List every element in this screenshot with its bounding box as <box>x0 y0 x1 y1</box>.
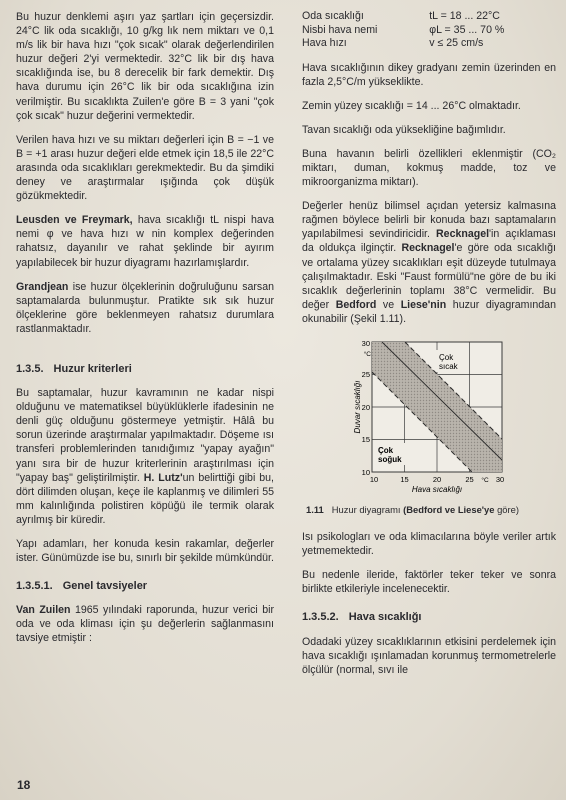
paragraph: Buna havanın belirli özellikleri eklenmiştir (CO₂ miktarı, duman, kokmuş madde, toz ve mikroorganizma miktarı). <box>302 147 556 189</box>
hot-label: sıcak <box>439 362 458 371</box>
section-heading: 1.3.5.2. Hava sıcaklığı <box>302 611 422 624</box>
x-tick-label: 15 <box>400 475 409 484</box>
x-tick-label: 10 <box>369 475 379 484</box>
paragraph: Grandjean ise huzur ölçeklerinin doğruluğunu sarsan saptamalarda bulunmuştur. Pratikte sık sık huzur ölçeklerine göre beklenmeyen rahatsız durumlara rastlanmaktadır. <box>16 280 274 335</box>
table-row: Nisbi hava nemi φL = 35 ... 70 % <box>302 23 505 36</box>
y-axis-label: Duvar sıcaklığı <box>353 380 362 434</box>
cold-label: Çok <box>378 446 394 455</box>
paragraph: Bu saptamalar, huzur kavramının ne kadar nispi olduğunu ve matematiksel büyüklüklerle ifadesinin ne denli güç olduğunu göstermeye yetmiştir. Hâlâ bu sorun üzerinde araştırmalar yapılmaktadır. Döşeme ısı transferi problemlerinden tanıdığımız "yapay ayağın" yanı sıra bir de huzur kriterlerinin araştırılması için "yapay baş" geliştirilmiştir. H. Lutz'un belirttiği gibi bu, dört dilimden oluşan, keçe ile kaplanmış ve dilimleri 55 mm kalınlığında polistiren köpüğü ile termik olarak ayrılmış bir küredir. <box>16 387 274 526</box>
section-heading: 1.3.5.1. Genel tavsiyeler <box>16 580 148 593</box>
paragraph: Van Zuilen 1965 yılındaki raporunda, huzur verici bir oda ve oda kliması için şu değerlerin sağlanmasını tavsiye etmiştir : <box>16 604 275 645</box>
author-name: Bedford <box>335 298 377 311</box>
y-tick-labels <box>362 339 370 477</box>
paragraph: Yapı adamları, her konuda kesin rakamlar, değerler ister. Günümüzde ise bu, sınırlı bir şekilde mümkündür. <box>16 538 274 565</box>
paragraph: Isı psikologları ve oda klimacılarına böyle veriler artık yetmemektedir. <box>302 531 556 558</box>
author-name: H. Lutz' <box>143 471 183 484</box>
paragraph: Odadaki yüzey sıcaklıklarının etkisini perdelemek için hava sıcaklığı ışınlamadan korunmuş termometrelerle ölçülür (normal, sıvı ile <box>302 635 556 676</box>
y-tick-label: 30 <box>361 339 370 348</box>
x-tick-label: 20 <box>432 475 442 484</box>
y-tick-label: 15 <box>361 435 370 444</box>
paragraph: Leusden ve Freymark, hava sıcaklığı tL nispi hava nemi φ ve hava hızı w nin komplex değerinden rahatsız, dayanılır ve rahat şeklinde bir ayırım yapılabilecek bir huzur diyagramı hazırlamışlardır. <box>16 214 274 269</box>
recommended-values-table <box>302 10 556 51</box>
y-tick-label: 25 <box>361 370 370 379</box>
author-name: Recknagel <box>436 228 490 241</box>
paragraph: Verilen hava hızı ve su miktarı değerleri için B = −1 ve B = +1 arası huzur değeri elde etmek için 18,5 ile 22°C arasında oda sıcaklıkları gerekmektedir. Bu da şimdiki deney ve araştırmalar ışığında çok düşük gözükmektedir. <box>16 133 274 203</box>
cold-label: soğuk <box>378 455 402 464</box>
paragraph: Bu nedenle ileride, faktörler teker teker ve sonra birlikte etkileriyle incelenecektir. <box>302 569 556 596</box>
y-unit: °C <box>363 351 371 358</box>
paragraph: Değerler henüz bilimsel açıdan yetersiz kalmasına rağmen böylece belirli bir konuda bazı saptamaların yapılabilmesi sevindiricidir. Recknagel'in açıklaması da oldukça ilginçtir. Recknagel'e göre oda sıcaklığı ve ortalama yüzey sıcaklıkları eşit düzeyde tutulmaya çalışılmaktadır. Eski "Faust formülü"ne göre de bu iki sıcaklık değerlerinin toplamı 38°C vermelidir. Bu değer Bedford ve Liese'nin huzur diyagramından okunabilir (Şekil 1.11). <box>302 200 557 325</box>
author-name: Recknagel <box>401 242 455 255</box>
paragraph: Tavan sıcaklığı oda yüksekliğine bağımlıdır. <box>302 123 506 136</box>
author-name: Van Zuilen <box>16 604 71 617</box>
x-tick-label: 30 <box>495 475 505 484</box>
y-tick-label: 10 <box>361 468 370 477</box>
author-name: Leusden ve Freymark, <box>16 214 133 227</box>
right-column <box>302 10 556 687</box>
table-row: Hava hızı v ≤ 25 cm/s <box>302 37 484 49</box>
author-name: Liese'nin <box>400 298 447 311</box>
hot-label: Çok <box>439 353 454 362</box>
paragraph: Zemin yüzey sıcaklığı = 14 ... 26°C olmaktadır. <box>302 99 521 112</box>
section-heading: 1.3.5. Huzur kriterleri <box>16 362 132 375</box>
author-name: Grandjean <box>16 280 69 293</box>
x-axis-label: Hava sıcaklığı <box>411 485 463 494</box>
page-number: 18 <box>17 778 31 792</box>
x-unit: °C <box>481 477 489 484</box>
paragraph: Bu huzur denklemi aşırı yaz şartları için geçersizdir. 24°C lik oda sıcaklığı, 10 g/kg lık nem miktarı ve 0,1 m/s lik bir hava hızı "çok sıcak" olarak değerlendirilen huzur değeri 2'yi vermektedir. 32°C lik bir dış hava sıcaklığında ise, bu 8 derecelik bir fark demektir. Dış hava durumu için 26°C lik bir oda sıcaklığına izin verilmiştir. Bu sıcaklıkta Zuilen'e göre B = 3 yani "çok çok sıcak" huzur değerini vermektedir. <box>16 11 274 122</box>
figure-caption: 1.11 Huzur diyagramı (Bedford ve Liese'ye göre) <box>306 504 519 516</box>
left-column <box>16 10 274 656</box>
table-row: Oda sıcaklığı tL = 18 ... 22°C <box>302 10 500 22</box>
y-tick-label: 20 <box>361 403 370 412</box>
comfort-diagram-figure <box>302 336 556 498</box>
paragraph: Hava sıcaklığının dikey gradyanı zemin üzerinden en fazla 2,5°C/m yükseklikte. <box>302 61 556 88</box>
comfort-diagram <box>302 336 552 494</box>
x-tick-label: 25 <box>465 475 474 484</box>
